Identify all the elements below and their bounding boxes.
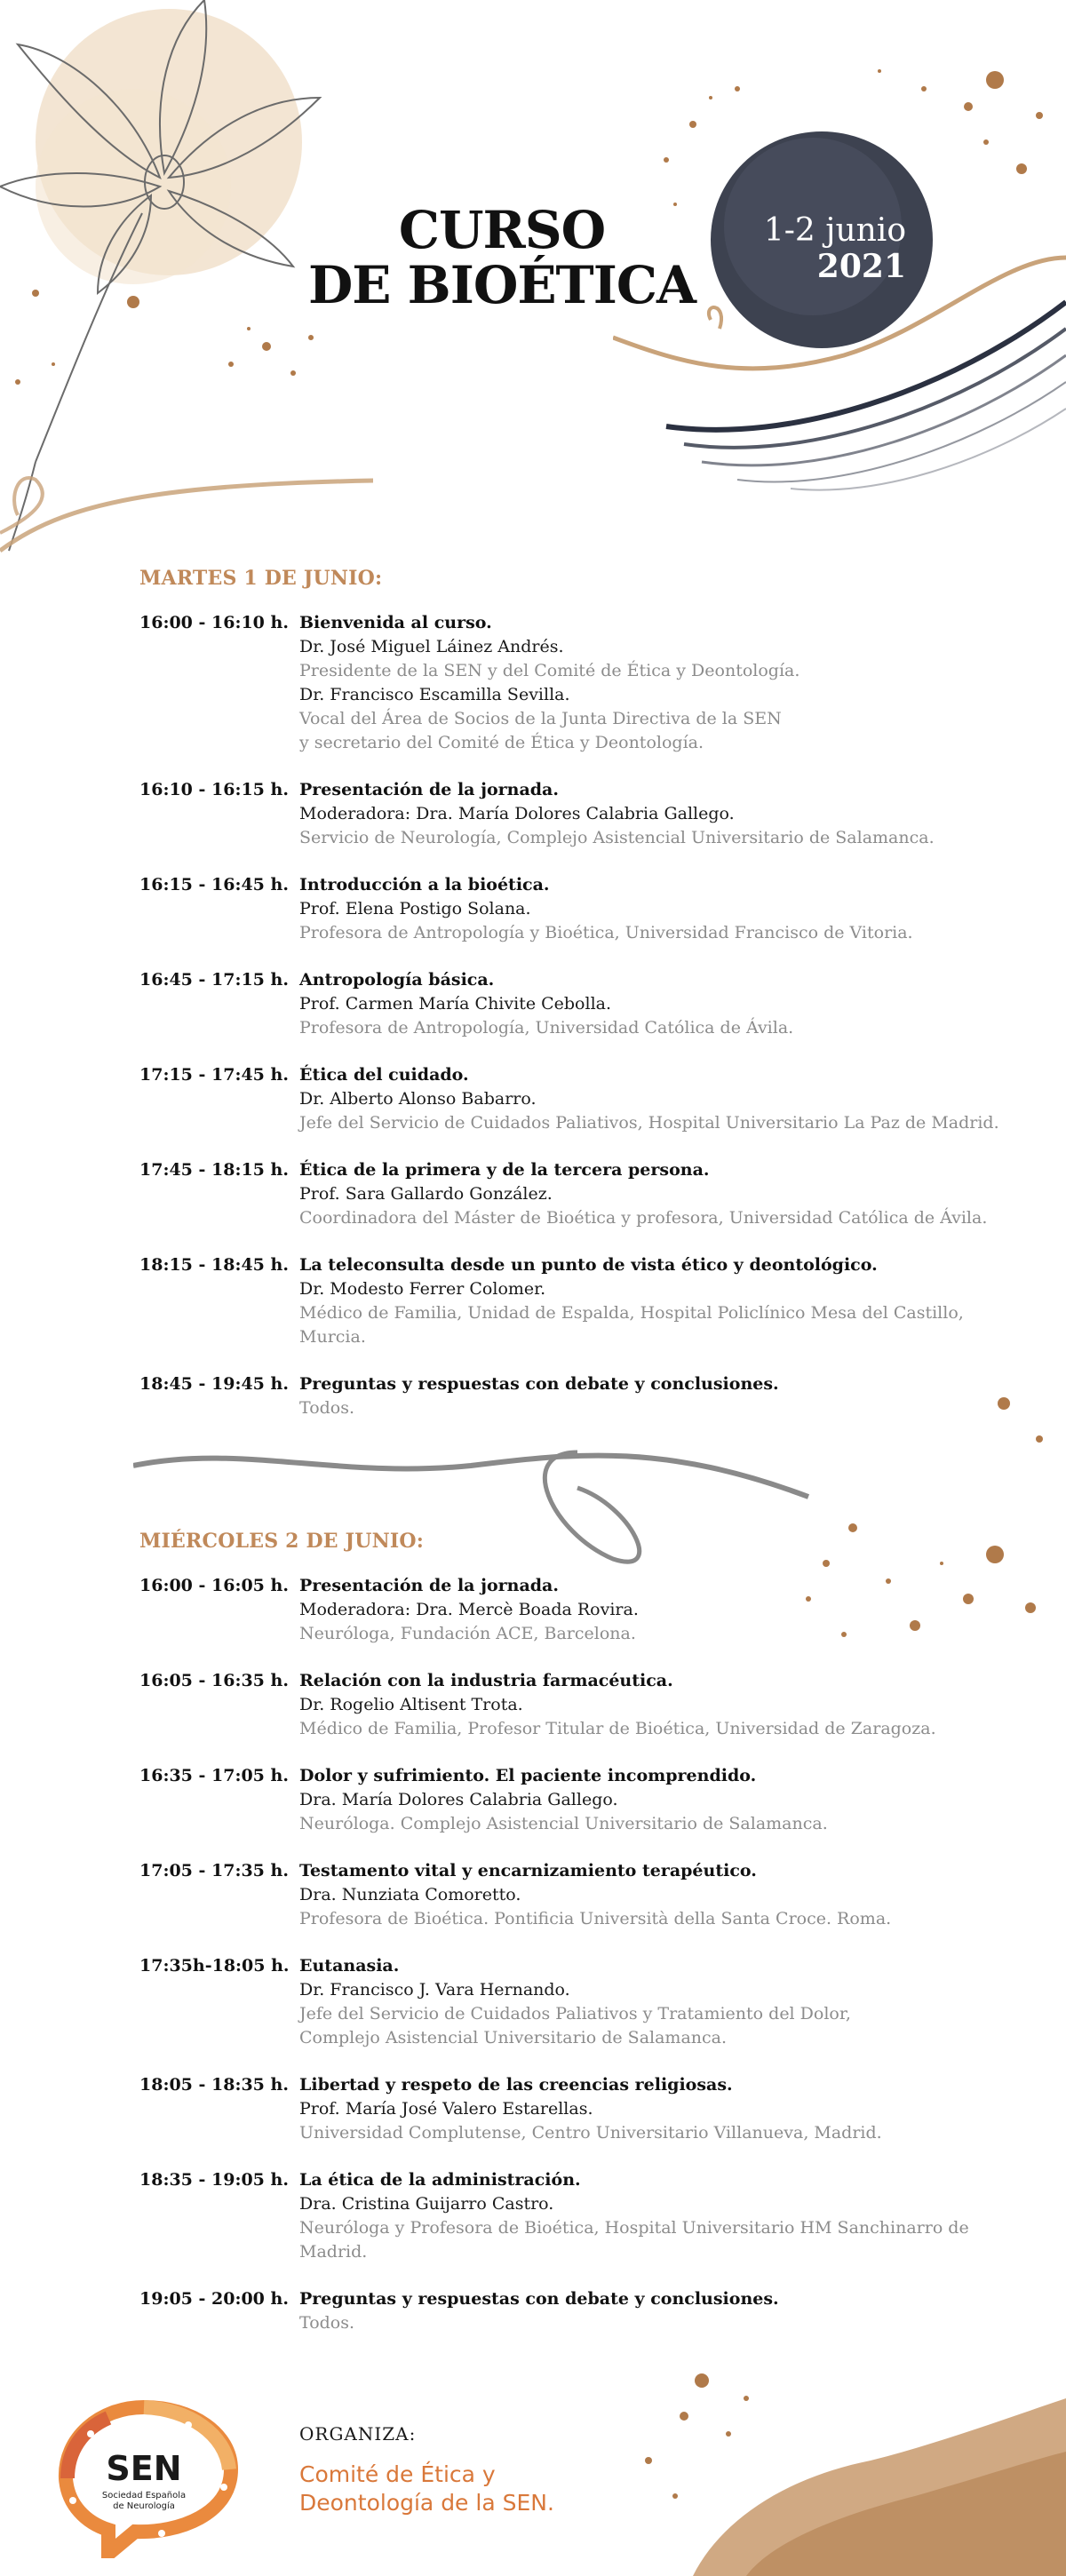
session-content — [299, 1954, 1028, 2050]
date-range: 1-2 junio — [763, 212, 906, 249]
session-content — [299, 1764, 1028, 1836]
session-time: 16:35 - 17:05 h. — [139, 1766, 289, 1785]
session-content — [299, 1669, 1028, 1741]
speaker-affiliation: Universidad Complutense, Centro Universitario Villanueva, Madrid. — [299, 2123, 882, 2143]
logo-subtitle-1: Sociedad Española — [101, 2491, 187, 2500]
session-time: 17:05 - 17:35 h. — [139, 1861, 289, 1880]
speaker-name: Prof. Carmen María Chivite Cebolla. — [299, 994, 612, 1014]
session-time: 18:15 - 18:45 h. — [139, 1255, 289, 1275]
session-topic: Dolor y sufrimiento. El paciente incomprendido. — [299, 1766, 757, 1785]
session-topic: Antropología básica. — [299, 970, 495, 990]
speaker-affiliation: Todos. — [299, 1398, 355, 1418]
day-2-schedule — [139, 1530, 1028, 2358]
speaker-affiliation: Profesora de Bioética. Pontificia Università della Santa Croce. Roma. — [299, 1909, 892, 1928]
speaker-name: Dr. José Miguel Láinez Andrés. — [299, 637, 564, 656]
speaker-affiliation: Neuróloga. Complejo Asistencial Universitario de Salamanca. — [299, 1814, 828, 1833]
schedule-item — [139, 778, 1028, 850]
title-line-1: CURSO — [398, 200, 606, 260]
speaker-affiliation: Servicio de Neurología, Complejo Asistencial Universitario de Salamanca. — [299, 828, 935, 847]
session-topic: Relación con la industria farmacéutica. — [299, 1671, 673, 1690]
schedule-item — [139, 2287, 1028, 2335]
schedule-item — [139, 1669, 1028, 1741]
organizer-line-2: Deontología de la SEN. — [299, 2490, 554, 2516]
session-content — [299, 968, 1028, 1040]
session-time: 16:10 - 16:15 h. — [139, 780, 289, 799]
speaker-name: Dr. Modesto Ferrer Colomer. — [299, 1279, 546, 1299]
title-line-2: DE BIOÉTICA — [307, 255, 696, 315]
day-1-schedule — [139, 567, 1028, 1443]
schedule-item — [139, 873, 1028, 945]
session-topic: Ética del cuidado. — [299, 1065, 469, 1085]
speaker-name: Moderadora: Dra. Mercè Boada Rovira. — [299, 1600, 639, 1619]
session-topic: Preguntas y respuestas con debate y conclusiones. — [299, 1374, 779, 1394]
speaker-affiliation: Profesora de Antropología y Bioética, Universidad Francisco de Vitoria. — [299, 923, 913, 942]
speaker-name: Dra. Nunziata Comoretto. — [299, 1885, 521, 1904]
day-2-heading: MIÉRCOLES 2 DE JUNIO: — [139, 1530, 425, 1553]
session-time: 16:05 - 16:35 h. — [139, 1671, 289, 1690]
organiza-label: ORGANIZA: — [299, 2423, 417, 2445]
session-content — [299, 1574, 1028, 1646]
speaker-name: Prof. Elena Postigo Solana. — [299, 899, 531, 918]
speaker-affiliation: Presidente de la SEN y del Comité de Ética y Deontología. — [299, 661, 800, 680]
schedule-item — [139, 1954, 1028, 2050]
schedule-item — [139, 611, 1028, 755]
session-topic: Bienvenida al curso. — [299, 613, 492, 632]
session-topic: Ética de la primera y de la tercera persona. — [299, 1160, 710, 1180]
speaker-affiliation: Neuróloga, Fundación ACE, Barcelona. — [299, 1624, 636, 1643]
speaker-name: Dr. Francisco Escamilla Sevilla. — [299, 685, 570, 704]
speaker-affiliation: Todos. — [299, 2313, 355, 2333]
session-content — [299, 873, 1028, 945]
session-content — [299, 2287, 1028, 2335]
schedule-item — [139, 2073, 1028, 2145]
speaker-affiliation: Profesora de Antropología, Universidad Católica de Ávila. — [299, 1018, 794, 1038]
session-time: 18:05 - 18:35 h. — [139, 2075, 289, 2095]
speaker-affiliation: Coordinadora del Máster de Bioética y profesora, Universidad Católica de Ávila. — [299, 1208, 988, 1228]
day-1-items — [139, 611, 1028, 1420]
speaker-name: Dr. Rogelio Altisent Trota. — [299, 1695, 523, 1714]
date-year: 2021 — [816, 248, 906, 285]
schedule-item — [139, 1764, 1028, 1836]
speaker-name: Dr. Francisco J. Vara Hernando. — [299, 1980, 570, 2000]
session-time: 17:15 - 17:45 h. — [139, 1065, 289, 1085]
session-time: 18:35 - 19:05 h. — [139, 2170, 289, 2190]
watercolor-stain — [622, 2363, 1066, 2576]
day-2-items — [139, 1574, 1028, 2335]
speaker-affiliation: Jefe del Servicio de Cuidados Paliativos y Tratamiento del Dolor, — [299, 2004, 851, 2023]
speaker-affiliation: y secretario del Comité de Ética y Deontología. — [299, 733, 704, 752]
speaker-name: Dra. Cristina Guijarro Castro. — [299, 2194, 554, 2214]
session-topic: La ética de la administración. — [299, 2170, 581, 2190]
session-content — [299, 2168, 1028, 2264]
speaker-name: Dra. María Dolores Calabria Gallego. — [299, 1790, 618, 1809]
session-content — [299, 2073, 1028, 2145]
organizer-name — [299, 2461, 584, 2517]
session-topic: Eutanasia. — [299, 1956, 400, 1976]
session-time: 17:35h-18:05 h. — [139, 1956, 290, 1976]
schedule-item — [139, 1574, 1028, 1646]
session-topic: La teleconsulta desde un punto de vista ético y deontológico. — [299, 1255, 878, 1275]
speaker-name: Dr. Alberto Alonso Babarro. — [299, 1089, 537, 1109]
speaker-name: Moderadora: Dra. María Dolores Calabria Gallego. — [299, 804, 735, 823]
session-time: 19:05 - 20:00 h. — [139, 2289, 289, 2309]
schedule-item — [139, 1253, 1028, 1349]
schedule-item — [139, 2168, 1028, 2264]
course-title — [302, 200, 702, 315]
session-time: 16:00 - 16:10 h. — [139, 613, 289, 632]
session-content — [299, 1063, 1028, 1135]
session-topic: Libertad y respeto de las creencias religiosas. — [299, 2075, 733, 2095]
session-time: 16:45 - 17:15 h. — [139, 970, 289, 990]
session-topic: Introducción a la bioética. — [299, 875, 550, 894]
sen-logo — [55, 2398, 242, 2558]
organizer-line-1: Comité de Ética y — [299, 2461, 496, 2487]
logo-subtitle-2: de Neurología — [113, 2501, 175, 2511]
speaker-affiliation: Médico de Familia, Unidad de Espalda, Hospital Policlínico Mesa del Castillo, Murcia. — [299, 1303, 964, 1347]
session-topic: Presentación de la jornada. — [299, 780, 559, 799]
session-content — [299, 1253, 1028, 1349]
schedule-item — [139, 968, 1028, 1040]
schedule-item — [139, 1063, 1028, 1135]
session-time: 16:15 - 16:45 h. — [139, 875, 289, 894]
session-content — [299, 1158, 1028, 1230]
speaker-affiliation: Médico de Familia, Profesor Titular de Bioética, Universidad de Zaragoza. — [299, 1719, 936, 1738]
speaker-affiliation: Vocal del Área de Socios de la Junta Directiva de la SEN — [299, 709, 782, 728]
speaker-name: Prof. Sara Gallardo González. — [299, 1184, 553, 1204]
session-content — [299, 1859, 1028, 1931]
speaker-name: Prof. María José Valero Estarellas. — [299, 2099, 593, 2119]
schedule-item — [139, 1158, 1028, 1230]
speaker-affiliation: Neuróloga y Profesora de Bioética, Hospital Universitario HM Sanchinarro de Madrid. — [299, 2218, 969, 2262]
schedule-item — [139, 1859, 1028, 1931]
speaker-affiliation: Complejo Asistencial Universitario de Salamanca. — [299, 2028, 728, 2047]
session-topic: Testamento vital y encarnizamiento terapéutico. — [299, 1861, 757, 1880]
day-1-heading: MARTES 1 DE JUNIO: — [139, 567, 383, 590]
session-time: 17:45 - 18:15 h. — [139, 1160, 289, 1180]
session-time: 18:45 - 19:45 h. — [139, 1374, 289, 1394]
session-topic: Presentación de la jornada. — [299, 1576, 559, 1595]
speaker-affiliation: Jefe del Servicio de Cuidados Paliativos, Hospital Universitario La Paz de Madrid. — [299, 1113, 999, 1133]
session-time: 16:00 - 16:05 h. — [139, 1576, 289, 1595]
course-dates — [728, 213, 906, 284]
session-topic: Preguntas y respuestas con debate y conclusiones. — [299, 2289, 779, 2309]
session-content — [299, 778, 1028, 850]
session-content — [299, 611, 1028, 755]
logo-text: SEN — [106, 2449, 182, 2488]
